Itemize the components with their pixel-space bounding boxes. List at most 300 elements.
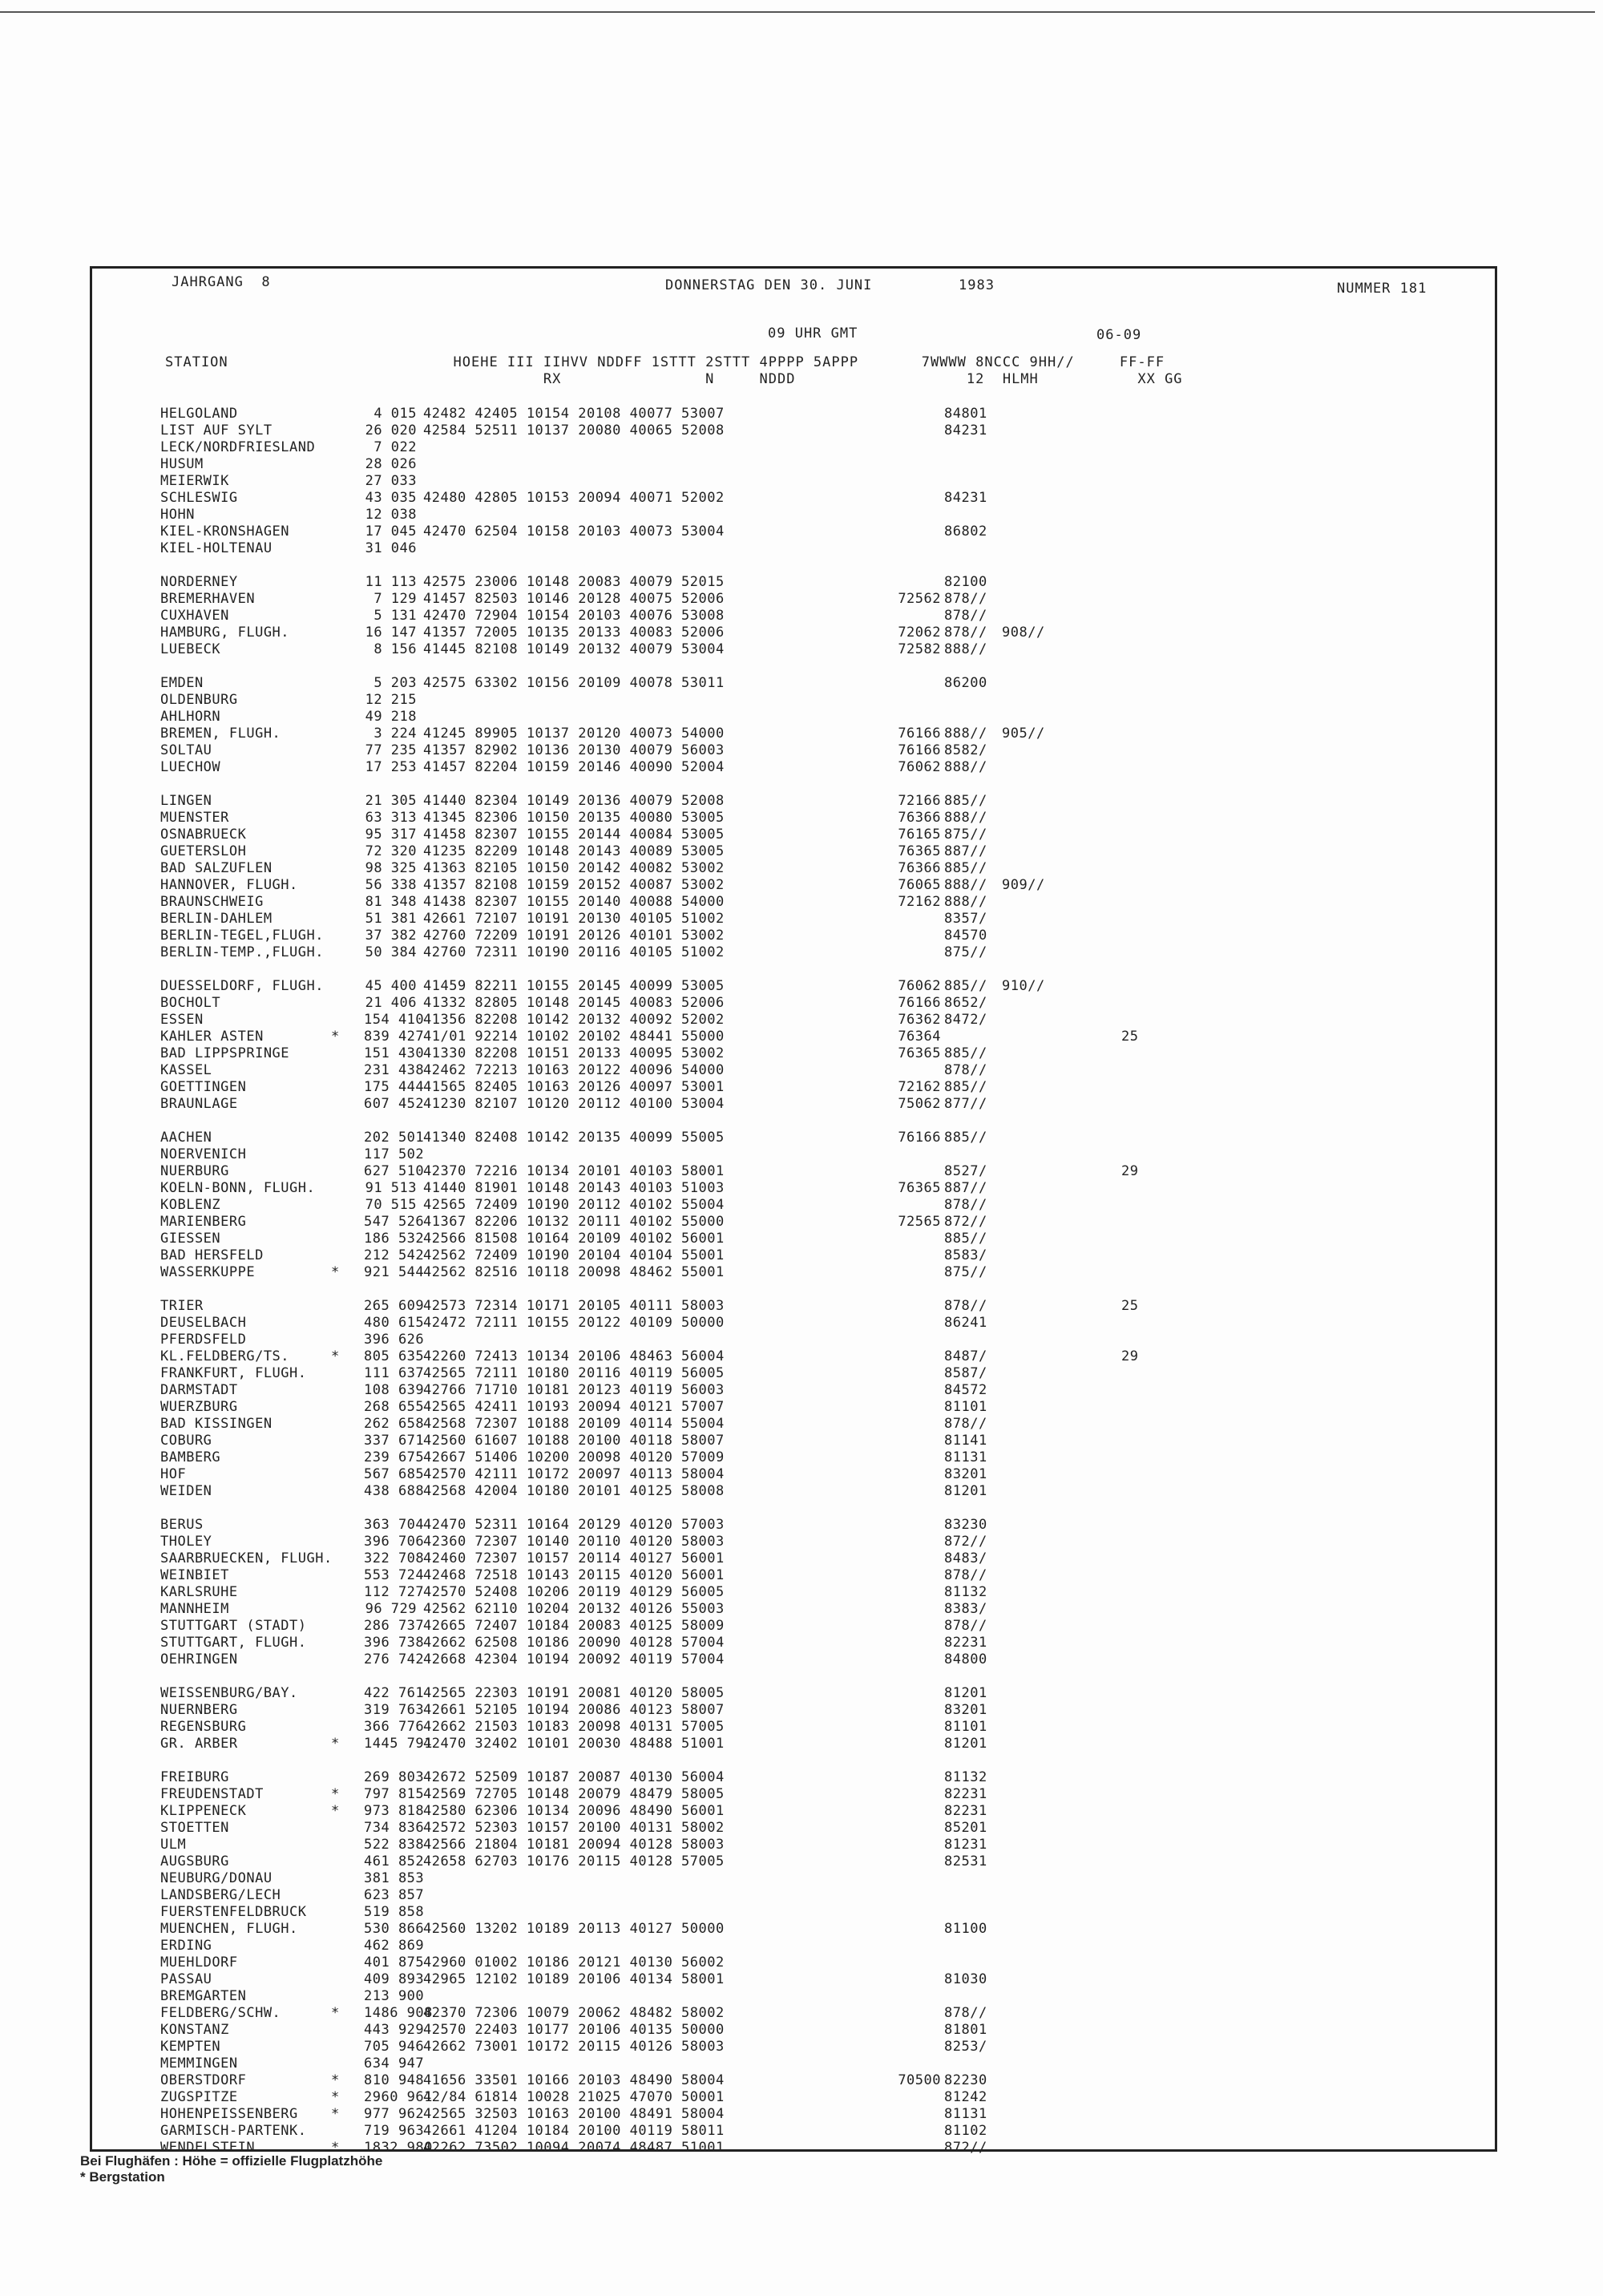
synop-groups: 42470 52311 10164 20129 40120 57003 — [423, 1517, 725, 1533]
station-height-number: 72 320 — [365, 843, 417, 859]
synop-groups: 41/01 92214 10102 20102 48441 55000 — [423, 1029, 725, 1045]
group-8nccc: 888// — [944, 726, 987, 742]
station-name: MEMMINGEN — [160, 2055, 238, 2072]
station-name: STUTTGART (STADT) — [160, 1618, 307, 1634]
group-9hh: 910// — [1002, 978, 1045, 994]
group-8nccc: 872// — [944, 2140, 987, 2156]
group-8nccc: 878// — [944, 591, 987, 607]
group-7wwww: 76362 — [898, 1012, 941, 1028]
synop-groups: 42960 01002 10186 20121 40130 56002 — [423, 1954, 725, 1971]
station-name: BRAUNLAGE — [160, 1096, 238, 1112]
station-name: GR. ARBER — [160, 1736, 238, 1752]
station-height-number: 401 875 — [364, 1954, 425, 1971]
gust-ff: 29 — [1121, 1163, 1139, 1179]
synop-groups: 41445 82108 10149 20132 40079 53004 — [423, 641, 725, 657]
group-7wwww: 76364 — [898, 1029, 941, 1045]
group-8nccc: 83201 — [944, 1702, 987, 1718]
synop-groups: 42472 72111 10155 20122 40109 50000 — [423, 1315, 725, 1331]
synop-groups: 42760 72311 10190 20116 40105 51002 — [423, 944, 725, 960]
group-8nccc: 82531 — [944, 1853, 987, 1870]
group-8nccc: 81131 — [944, 2106, 987, 2122]
group-8nccc: 82231 — [944, 1786, 987, 1802]
synop-groups: 42661 52105 10194 20086 40123 58007 — [423, 1702, 725, 1718]
synop-groups: 42665 72407 10184 20083 40125 58009 — [423, 1618, 725, 1634]
station-name: BERLIN-TEGEL,FLUGH. — [160, 928, 324, 944]
report-frame — [90, 266, 1497, 2152]
synop-groups: 42573 72314 10171 20105 40111 58003 — [423, 1298, 725, 1314]
synop-groups: 42661 72107 10191 20130 40105 51002 — [423, 911, 725, 927]
group-8nccc: 8383/ — [944, 1601, 987, 1617]
group-8nccc: 81101 — [944, 1719, 987, 1735]
station-name: GIESSEN — [160, 1231, 221, 1247]
station-height-number: 175 444 — [364, 1079, 425, 1095]
station-height-number: 438 688 — [364, 1483, 425, 1499]
period-label: 06-09 — [1096, 327, 1142, 343]
group-8nccc: 84800 — [944, 1651, 987, 1667]
station-height-number: 553 724 — [364, 1567, 425, 1583]
synop-groups: 42562 72409 10190 20104 40104 55001 — [423, 1247, 725, 1263]
station-height-number: 28 026 — [365, 456, 417, 472]
station-height-number: 921 544 — [364, 1264, 425, 1280]
synop-groups: 42568 42004 10180 20101 40125 58008 — [423, 1483, 725, 1499]
group-8nccc: 84570 — [944, 928, 987, 944]
synop-groups: 41357 72005 10135 20133 40083 52006 — [423, 625, 725, 641]
station-name: HOHENPEISSENBERG — [160, 2106, 298, 2122]
station-height-number: 705 946 — [364, 2039, 425, 2055]
group-7wwww: 76365 — [898, 843, 941, 859]
group-8nccc: 81201 — [944, 1685, 987, 1701]
station-height-number: 12 215 — [365, 692, 417, 708]
synop-groups: 41457 82204 10159 20146 40090 52004 — [423, 759, 725, 775]
gust-ff: 25 — [1121, 1029, 1139, 1045]
station-height-number: 231 438 — [364, 1062, 425, 1078]
station-height-number: 480 615 — [364, 1315, 425, 1331]
station-name: EMDEN — [160, 675, 204, 691]
synop-groups: 42562 62110 10204 20132 40126 55003 — [423, 1601, 725, 1617]
station-height-number: 98 325 — [365, 860, 417, 876]
group-8nccc: 875// — [944, 827, 987, 843]
station-height-number: 522 838 — [364, 1837, 425, 1853]
mountain-marker: * — [331, 1736, 340, 1752]
group-7wwww: 76062 — [898, 759, 941, 775]
group-8nccc: 878// — [944, 1062, 987, 1078]
station-name: HELGOLAND — [160, 406, 238, 422]
station-height-number: 239 675 — [364, 1449, 425, 1465]
station-height-number: 50 384 — [365, 944, 417, 960]
station-name: ESSEN — [160, 1012, 204, 1028]
mountain-marker: * — [331, 1786, 340, 1802]
footnote-mountain: * Bergstation — [80, 2169, 165, 2185]
station-height-number: 3 224 — [373, 726, 417, 742]
station-height-number: 797 815 — [364, 1786, 425, 1802]
jahrgang-label: JAHRGANG 8 — [172, 274, 271, 290]
station-name: BREMEN, FLUGH. — [160, 726, 281, 742]
synop-groups: 42470 62504 10158 20103 40073 53004 — [423, 523, 725, 540]
station-name: NORDERNEY — [160, 574, 238, 590]
station-height-number: 805 635 — [364, 1348, 425, 1364]
station-name: KL.FELDBERG/TS. — [160, 1348, 290, 1364]
station-name: KASSEL — [160, 1062, 212, 1078]
station-name: BAD SALZUFLEN — [160, 860, 273, 876]
station-height-number: 268 655 — [364, 1399, 425, 1415]
station-name: NUERBURG — [160, 1163, 229, 1179]
group-8nccc: 878// — [944, 1416, 987, 1432]
station-name: TRIER — [160, 1298, 204, 1314]
station-name: PASSAU — [160, 1971, 212, 1987]
group-8nccc: 887// — [944, 843, 987, 859]
station-name: ERDING — [160, 1938, 212, 1954]
station-height-number: 26 020 — [365, 422, 417, 439]
synop-groups: 42760 72209 10191 20126 40101 53002 — [423, 928, 725, 944]
group-8nccc: 878// — [944, 1567, 987, 1583]
group-8nccc: 878// — [944, 608, 987, 624]
station-height-number: 186 532 — [364, 1231, 425, 1247]
synop-groups: 42470 72904 10154 20103 40076 53008 — [423, 608, 725, 624]
station-name: NUERNBERG — [160, 1702, 238, 1718]
synop-groups: 42570 52408 10206 20119 40129 56005 — [423, 1584, 725, 1600]
group-8nccc: 81030 — [944, 1971, 987, 1987]
station-height-number: 16 147 — [365, 625, 417, 641]
station-name: GOETTINGEN — [160, 1079, 247, 1095]
station-height-number: 396 738 — [364, 1635, 425, 1651]
station-name: KEMPTEN — [160, 2039, 221, 2055]
group-8nccc: 885// — [944, 1130, 987, 1146]
group-8nccc: 81132 — [944, 1769, 987, 1785]
station-height-number: 719 963 — [364, 2123, 425, 2139]
station-name: LECK/NORDFRIESLAND — [160, 439, 316, 455]
group-8nccc: 81100 — [944, 1921, 987, 1937]
station-name: COBURG — [160, 1433, 212, 1449]
group-7wwww: 76062 — [898, 978, 941, 994]
station-height-number: 213 900 — [364, 1988, 425, 2004]
synop-groups: 42672 52509 10187 20087 40130 56004 — [423, 1769, 725, 1785]
group-8nccc: 86802 — [944, 523, 987, 540]
group-7wwww: 76166 — [898, 1130, 941, 1146]
group-8nccc: 8472/ — [944, 1012, 987, 1028]
station-name: STUTTGART, FLUGH. — [160, 1635, 307, 1651]
synop-groups: 42482 42405 10154 20108 40077 53007 — [423, 406, 725, 422]
station-height-number: 1445 791 — [364, 1736, 433, 1752]
synop-groups: 42575 63302 10156 20109 40078 53011 — [423, 675, 725, 691]
synop-groups: 41459 82211 10155 20145 40099 53005 — [423, 978, 725, 994]
synop-groups: 42480 42805 10153 20094 40071 52002 — [423, 490, 725, 506]
group-8nccc: 82230 — [944, 2072, 987, 2088]
station-height-number: 5 203 — [373, 675, 417, 691]
station-height-number: 63 313 — [365, 810, 417, 826]
group-8nccc: 8487/ — [944, 1348, 987, 1364]
group-8nccc: 888// — [944, 641, 987, 657]
group-7wwww: 76366 — [898, 810, 941, 826]
station-height-number: 443 929 — [364, 2022, 425, 2038]
issue-number: NUMMER 181 — [1337, 281, 1427, 297]
group-8nccc: 8483/ — [944, 1550, 987, 1566]
synop-groups: 42566 21804 10181 20094 40128 58003 — [423, 1837, 725, 1853]
synop-groups: 41330 82208 10151 20133 40095 53002 — [423, 1045, 725, 1061]
group-8nccc: 81132 — [944, 1584, 987, 1600]
group-7wwww: 76065 — [898, 877, 941, 893]
group-7wwww: 76166 — [898, 995, 941, 1011]
station-name: MARIENBERG — [160, 1214, 247, 1230]
synop-groups: 42565 32503 10163 20100 48491 58004 — [423, 2106, 725, 2122]
group-8nccc: 81231 — [944, 1837, 987, 1853]
group-8nccc: 888// — [944, 759, 987, 775]
station-height-number: 810 948 — [364, 2072, 425, 2088]
synop-groups: 42662 73001 10172 20115 40126 58003 — [423, 2039, 725, 2055]
station-height-number: 269 803 — [364, 1769, 425, 1785]
group-8nccc: 8527/ — [944, 1163, 987, 1179]
station-name: BAD KISSINGEN — [160, 1416, 273, 1432]
station-height-number: 31 046 — [365, 540, 417, 556]
group-8nccc: 81801 — [944, 2022, 987, 2038]
station-name: BERLIN-DAHLEM — [160, 911, 273, 927]
station-name: OSNABRUECK — [160, 827, 247, 843]
group-8nccc: 81131 — [944, 1449, 987, 1465]
station-height-number: 56 338 — [365, 877, 417, 893]
station-height-number: 530 866 — [364, 1921, 425, 1937]
top-rule — [0, 11, 1595, 13]
station-name: OBERSTDORF — [160, 2072, 247, 2088]
station-name: BRAUNSCHWEIG — [160, 894, 264, 910]
group-7wwww: 72565 — [898, 1214, 941, 1230]
synop-groups: 42560 61607 10188 20100 40118 58007 — [423, 1433, 725, 1449]
synop-groups: 42766 71710 10181 20123 40119 56003 — [423, 1382, 725, 1398]
group-7wwww: 72162 — [898, 894, 941, 910]
station-height-number: 381 853 — [364, 1870, 425, 1886]
station-height-number: 77 235 — [365, 742, 417, 758]
station-name: BOCHOLT — [160, 995, 221, 1011]
station-name: GUETERSLOH — [160, 843, 247, 859]
station-height-number: 607 452 — [364, 1096, 425, 1112]
station-name: LINGEN — [160, 793, 212, 809]
synop-groups: 42572 52303 10157 20100 40131 58002 — [423, 1820, 725, 1836]
station-name: OLDENBURG — [160, 692, 238, 708]
synop-groups: 41340 82408 10142 20135 40099 55005 — [423, 1130, 725, 1146]
station-height-number: 37 382 — [365, 928, 417, 944]
group-8nccc: 81101 — [944, 1399, 987, 1415]
station-height-number: 547 526 — [364, 1214, 425, 1230]
group-8nccc: 878// — [944, 2005, 987, 2021]
synop-groups: 42965 12102 10189 20106 40134 58001 — [423, 1971, 725, 1987]
group-8nccc: 887// — [944, 1180, 987, 1196]
station-height-number: 286 737 — [364, 1618, 425, 1634]
group-8nccc: 878// — [944, 1298, 987, 1314]
synop-groups: 42460 72307 10157 20114 40127 56001 — [423, 1550, 725, 1566]
group-8nccc: 81201 — [944, 1736, 987, 1752]
station-name: ULM — [160, 1837, 187, 1853]
group-8nccc: 81242 — [944, 2089, 987, 2105]
station-height-number: 91 513 — [365, 1180, 417, 1196]
group-7wwww: 70500 — [898, 2072, 941, 2088]
station-height-number: 627 510 — [364, 1163, 425, 1179]
group-8nccc: 872// — [944, 1214, 987, 1230]
station-height-number: 154 410 — [364, 1012, 425, 1028]
station-name: LANDSBERG/LECH — [160, 1887, 281, 1903]
station-name: PFERDSFELD — [160, 1332, 247, 1348]
group-8nccc: 885// — [944, 1079, 987, 1095]
station-height-number: 17 253 — [365, 759, 417, 775]
group-8nccc: 82231 — [944, 1635, 987, 1651]
station-name: WASSERKUPPE — [160, 1264, 256, 1280]
synop-groups: 42565 42411 10193 20094 40121 57007 — [423, 1399, 725, 1415]
column-headers-line2: RX N NDDD 12 HLMH XX GG — [165, 371, 1183, 387]
station-name: FELDBERG/SCHW. — [160, 2005, 281, 2021]
station-height-number: 461 852 — [364, 1853, 425, 1870]
synop-groups: 41356 82208 10142 20132 40092 52002 — [423, 1012, 725, 1028]
station-height-number: 5 131 — [373, 608, 417, 624]
station-height-number: 422 761 — [364, 1685, 425, 1701]
station-height-number: 265 609 — [364, 1298, 425, 1314]
station-name: MUEHLDORF — [160, 1954, 238, 1971]
group-9hh: 905// — [1002, 726, 1045, 742]
synop-groups: 42569 72705 10148 20079 48479 58005 — [423, 1786, 725, 1802]
synop-groups: 42370 72306 10079 20062 48482 58002 — [423, 2005, 725, 2021]
station-name: MANNHEIM — [160, 1601, 229, 1617]
mountain-marker: * — [331, 2072, 340, 2088]
group-8nccc: 8587/ — [944, 1365, 987, 1381]
station-height-number: 49 218 — [365, 709, 417, 725]
station-name: FRANKFURT, FLUGH. — [160, 1365, 307, 1381]
station-height-number: 366 776 — [364, 1719, 425, 1735]
station-height-number: 151 430 — [364, 1045, 425, 1061]
station-name: LIST AUF SYLT — [160, 422, 273, 439]
station-name: WEIDEN — [160, 1483, 212, 1499]
mountain-marker: * — [331, 1264, 340, 1280]
group-8nccc: 888// — [944, 877, 987, 893]
station-height-number: 8 156 — [373, 641, 417, 657]
station-height-number: 519 858 — [364, 1904, 425, 1920]
group-7wwww: 72562 — [898, 591, 941, 607]
gust-ff: 25 — [1121, 1298, 1139, 1314]
station-name: FREIBURG — [160, 1769, 229, 1785]
station-name: REGENSBURG — [160, 1719, 247, 1735]
synop-groups: 42560 13202 10189 20113 40127 50000 — [423, 1921, 725, 1937]
station-name: SOLTAU — [160, 742, 212, 758]
synop-groups: 42260 72413 10134 20106 48463 56004 — [423, 1348, 725, 1364]
mountain-marker: * — [331, 2005, 340, 2021]
synop-groups: 41357 82108 10159 20152 40087 53002 — [423, 877, 725, 893]
group-8nccc: 888// — [944, 894, 987, 910]
station-name: FREUDENSTADT — [160, 1786, 264, 1802]
station-height-number: 4 015 — [373, 406, 417, 422]
group-7wwww: 76365 — [898, 1180, 941, 1196]
station-name: STOETTEN — [160, 1820, 229, 1836]
station-height-number: 7 129 — [373, 591, 417, 607]
synop-groups: 42/84 61814 10028 21025 47070 50001 — [423, 2089, 725, 2105]
group-8nccc: 86241 — [944, 1315, 987, 1331]
station-name: BERUS — [160, 1517, 204, 1533]
station-height-number: 202 501 — [364, 1130, 425, 1146]
station-height-number: 623 857 — [364, 1887, 425, 1903]
group-7wwww: 72582 — [898, 641, 941, 657]
station-height-number: 319 763 — [364, 1702, 425, 1718]
synop-groups: 41332 82805 10148 20145 40083 52006 — [423, 995, 725, 1011]
synop-groups: 41367 82206 10132 20111 40102 55000 — [423, 1214, 725, 1230]
station-name: HUSUM — [160, 456, 204, 472]
synop-groups: 42658 62703 10176 20115 40128 57005 — [423, 1853, 725, 1870]
station-name: SAARBRUECKEN, FLUGH. — [160, 1550, 333, 1566]
station-name: MUENCHEN, FLUGH. — [160, 1921, 298, 1937]
group-9hh: 909// — [1002, 877, 1045, 893]
station-name: HAMBURG, FLUGH. — [160, 625, 290, 641]
synop-groups: 41363 82105 10150 20142 40082 53002 — [423, 860, 725, 876]
synop-groups: 42565 22303 10191 20081 40120 58005 — [423, 1685, 725, 1701]
synop-groups: 42570 22403 10177 20106 40135 50000 — [423, 2022, 725, 2038]
station-height-number: 7 022 — [373, 439, 417, 455]
station-name: LUECHOW — [160, 759, 221, 775]
group-8nccc: 84801 — [944, 406, 987, 422]
station-name: BERLIN-TEMP.,FLUGH. — [160, 944, 324, 960]
footnote-airports: Bei Flughäfen : Höhe = offizielle Flugplatzhöhe — [80, 2153, 383, 2169]
synop-groups: 42580 62306 10134 20096 48490 56001 — [423, 1803, 725, 1819]
synop-groups: 42566 81508 10164 20109 40102 56001 — [423, 1231, 725, 1247]
station-name: DARMSTADT — [160, 1382, 238, 1398]
group-8nccc: 8652/ — [944, 995, 987, 1011]
report-date: DONNERSTAG DEN 30. JUNI — [665, 277, 873, 293]
synop-groups: 42668 42304 10194 20092 40119 57004 — [423, 1651, 725, 1667]
group-8nccc: 82100 — [944, 574, 987, 590]
synop-groups: 42565 72409 10190 20112 40102 55004 — [423, 1197, 725, 1213]
synop-groups: 42562 82516 10118 20098 48462 55001 — [423, 1264, 725, 1280]
station-height-number: 322 708 — [364, 1550, 425, 1566]
synop-groups: 42570 42111 10172 20097 40113 58004 — [423, 1466, 725, 1482]
group-8nccc: 878// — [944, 1618, 987, 1634]
group-7wwww: 72166 — [898, 793, 941, 809]
group-7wwww: 76166 — [898, 742, 941, 758]
group-7wwww: 76365 — [898, 1045, 941, 1061]
group-8nccc: 81102 — [944, 2123, 987, 2139]
synop-groups: 41656 33501 10166 20103 48490 58004 — [423, 2072, 725, 2088]
station-height-number: 1486 908 — [364, 2005, 433, 2021]
synop-groups: 41440 81901 10148 20143 40103 51003 — [423, 1180, 725, 1196]
station-name: GARMISCH-PARTENK. — [160, 2123, 307, 2139]
group-8nccc: 84231 — [944, 490, 987, 506]
station-height-number: 567 685 — [364, 1466, 425, 1482]
report-year: 1983 — [959, 277, 995, 293]
synop-groups: 42360 72307 10140 20110 40120 58003 — [423, 1534, 725, 1550]
station-name: BAD LIPPSPRINGE — [160, 1045, 290, 1061]
mountain-marker: * — [331, 1348, 340, 1364]
synop-groups: 42262 73502 10094 20074 48487 51001 — [423, 2140, 725, 2156]
group-8nccc: 83230 — [944, 1517, 987, 1533]
station-height-number: 51 381 — [365, 911, 417, 927]
synop-groups: 41245 89905 10137 20120 40073 54000 — [423, 726, 725, 742]
station-name: OEHRINGEN — [160, 1651, 238, 1667]
station-name: KAHLER ASTEN — [160, 1029, 264, 1045]
gust-ff: 29 — [1121, 1348, 1139, 1364]
station-height-number: 95 317 — [365, 827, 417, 843]
group-7wwww: 72062 — [898, 625, 941, 641]
synop-groups: 42370 72216 10134 20101 40103 58001 — [423, 1163, 725, 1179]
mountain-marker: * — [331, 1803, 340, 1819]
station-name: BREMERHAVEN — [160, 591, 256, 607]
station-height-number: 734 836 — [364, 1820, 425, 1836]
synop-groups: 41357 82902 10136 20130 40079 56003 — [423, 742, 725, 758]
synop-groups: 42462 72213 10163 20122 40096 54000 — [423, 1062, 725, 1078]
group-8nccc: 885// — [944, 793, 987, 809]
station-height-number: 45 400 — [365, 978, 417, 994]
station-name: MEIERWIK — [160, 473, 229, 489]
synop-groups: 42584 52511 10137 20080 40065 52008 — [423, 422, 725, 439]
station-height-number: 96 729 — [365, 1601, 417, 1617]
synop-groups: 41345 82306 10150 20135 40080 53005 — [423, 810, 725, 826]
station-name: MUENSTER — [160, 810, 229, 826]
group-8nccc: 877// — [944, 1096, 987, 1112]
station-name: KOELN-BONN, FLUGH. — [160, 1180, 316, 1196]
mountain-marker: * — [331, 2106, 340, 2122]
group-8nccc: 8582/ — [944, 742, 987, 758]
station-name: WEISSENBURG/BAY. — [160, 1685, 298, 1701]
station-height-number: 81 348 — [365, 894, 417, 910]
